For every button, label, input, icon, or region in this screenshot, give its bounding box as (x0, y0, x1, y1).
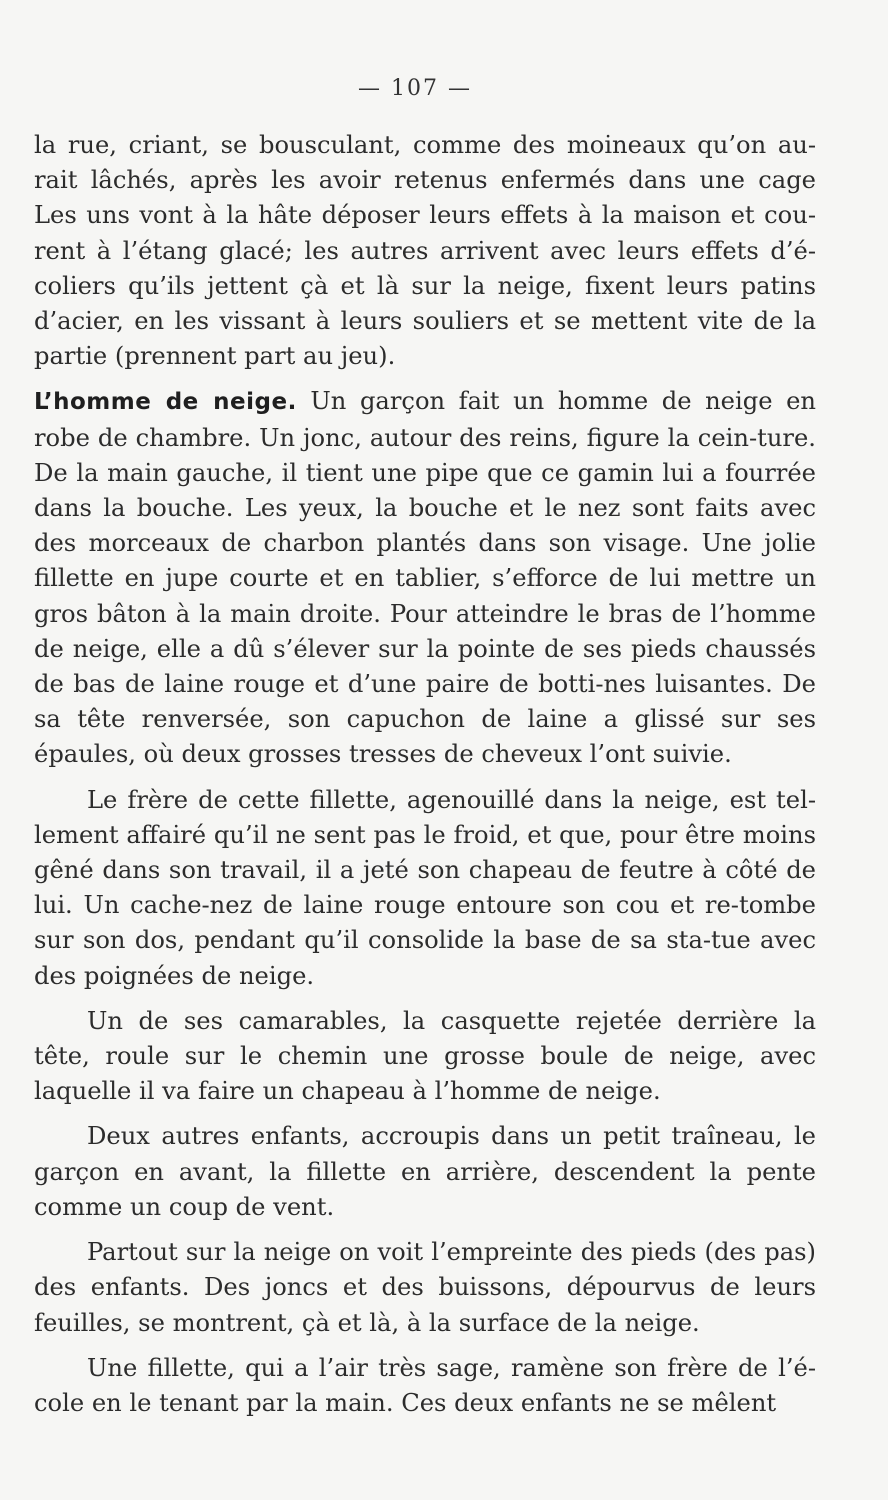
paragraph-text: Un garçon fait un homme de neige en robe de chambre. Un jonc, autour des reins, figure la cein-ture. De la main gauche, il tient une pipe que ce gamin lui a fourrée dans la bouche. Les yeux, la bouche et le nez sont faits avec des morceaux de charbon plantés dans son visage. Une jolie fillette en jupe courte et en tablier, s’efforce de lui mettre un gros bâton à la main droite. Pour atteindre le bras de l’homme de neige, elle a dû s’élever sur la pointe de ses pieds chaussés de bas de laine rouge et d’une paire de botti-nes luisantes. De sa tête renversée, son capuchon de laine a glissé sur ses épaules, où deux grosses tresses de cheveux l’ont suivie. (34, 387, 816, 769)
paragraph-text: Un de ses camarables, la casquette rejetée derrière la tête, roule sur le chemin une grosse boule de neige, avec laquelle il va faire un chapeau à l’homme de neige. (34, 1006, 816, 1106)
paragraph-text: Une fillette, qui a l’air très sage, ramène son frère de l’é-cole en le tenant par la main. Ces deux enfants ne se mêlent (34, 1353, 816, 1417)
paragraph-snowman (34, 384, 816, 772)
paragraph-sister (34, 1351, 816, 1421)
paragraph-continuation (34, 128, 816, 374)
paragraph-text: Deux autres enfants, accroupis dans un petit traîneau, le garçon en avant, la fillette en arrière, descendent la pente comme un coup de vent. (34, 1122, 816, 1221)
body-text (34, 128, 816, 1431)
section-heading: L’homme de neige. (34, 389, 297, 416)
paragraph-footprints (34, 1235, 816, 1341)
paragraph-text: Partout sur la neige on voit l’empreinte des pieds (des pas) des enfants. Des joncs et des buissons, dépourvus de leurs feuilles, se montrent, çà et là, à la surface de la neige. (34, 1238, 816, 1337)
paragraph-sled (34, 1119, 816, 1225)
paragraph-text: la rue, criant, se bousculant, comme des moineaux qu’on au-rait lâchés, après les avoir retenus enfermés dans une cage Les uns vont à la hâte déposer leurs effets à la maison et cou-rent à l’étang glacé; les autres arrivent avec leurs effets d’é-coliers qu’ils jettent çà et là sur la neige, fixent leurs patins d’acier, en les vissant à leurs souliers et se mettent vite de la partie (prennent part au jeu). (34, 131, 816, 371)
paragraph-brother (34, 783, 816, 994)
paragraph-text: Le frère de cette fillette, agenouillé dans la neige, est tel-lement affairé qu’il ne sent pas le froid, et que, pour être moins gêné dans son travail, il a jeté son chapeau de feutre à côté de lui. Un cache-nez de laine rouge entoure son cou et re-tombe sur son dos, pendant qu’il consolide la base de sa sta-tue avec des poignées de neige. (34, 785, 816, 990)
paragraph-snowball (34, 1004, 816, 1110)
page-number: — 107 — (358, 76, 472, 101)
